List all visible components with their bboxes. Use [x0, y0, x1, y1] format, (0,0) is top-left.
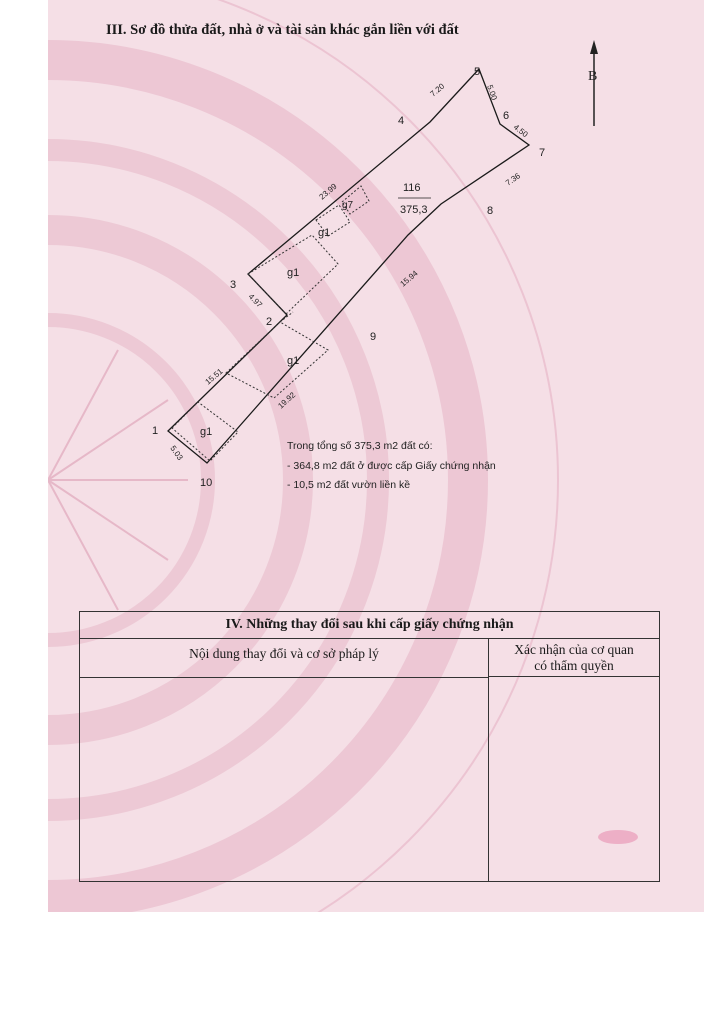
- point-label-3: 3: [230, 279, 237, 291]
- section-4-title: IV. Những thay đổi sau khi cấp giấy chứng nhận: [80, 612, 659, 639]
- column-header-content: Nội dung thay đổi và cơ sở pháp lý: [80, 639, 488, 678]
- edge-length-9-10: 19.92: [276, 390, 298, 411]
- point-label-9: 9: [370, 331, 377, 343]
- changes-table: [79, 611, 660, 882]
- confirmation-header-line-2: có thẩm quyền: [534, 658, 614, 673]
- edge-length-10-1: 5.03: [168, 443, 185, 462]
- parcel-number: 116: [403, 182, 421, 194]
- building-label-g1: g1: [287, 355, 300, 367]
- point-label-8: 8: [487, 205, 494, 217]
- edge-length-2-3: 4.97: [246, 292, 264, 310]
- edge-length-7-8: 7.36: [503, 171, 522, 188]
- edge-length-5-6: 5.00: [485, 83, 499, 102]
- point-label-6: 6: [503, 110, 510, 122]
- building-label-g1: g1: [287, 267, 300, 279]
- edge-length-1-2: 15.51: [203, 366, 225, 387]
- point-label-4: 4: [398, 115, 405, 127]
- area-summary-line-3: - 10,5 m2 đất vườn liền kề: [287, 479, 411, 491]
- area-summary-line-1: Trong tổng số 375,3 m2 đất có:: [287, 440, 433, 452]
- building-label-g1: g1: [200, 426, 213, 438]
- point-label-2: 2: [266, 316, 273, 328]
- north-label: B: [588, 69, 598, 84]
- point-label-1: 1: [152, 425, 159, 437]
- point-label-7: 7: [539, 147, 546, 159]
- edge-length-6-7: 4.50: [511, 122, 530, 140]
- confirmation-header-line-1: Xác nhận của cơ quan: [514, 642, 634, 657]
- column-header-confirmation: [489, 639, 659, 677]
- point-label-10: 10: [200, 477, 213, 489]
- edge-length-3-4: 23.99: [317, 181, 339, 202]
- edge-length-4-5: 7.20: [428, 81, 447, 99]
- parcel-boundary: [168, 69, 529, 463]
- point-label-5: 5: [474, 66, 481, 78]
- building-label-g7: g7: [342, 200, 354, 211]
- edge-length-8-9: 15.94: [398, 268, 420, 289]
- building-label-g1: g1: [318, 227, 331, 239]
- section-3-title: III. Sơ đồ thửa đất, nhà ở và tài sản khác gắn liền với đất: [106, 22, 459, 38]
- area-summary-line-2: - 364,8 m2 đất ở được cấp Giấy chứng nhận: [287, 460, 496, 472]
- parcel-area: 375,3: [400, 204, 428, 216]
